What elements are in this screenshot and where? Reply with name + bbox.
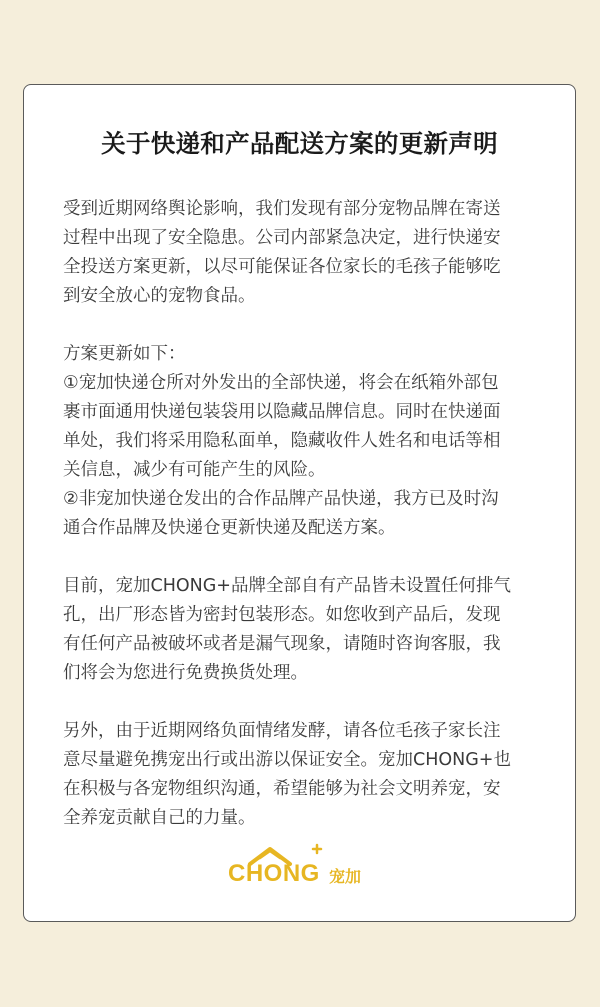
paragraph-line: 们将会为您进行免费换货处理。 (63, 663, 308, 683)
paragraph-line: 单处，我们将采用隐私面单，隐藏收件人姓名和电话等相 (63, 431, 501, 451)
brand-logo (228, 842, 373, 892)
paragraph-additional (63, 717, 539, 833)
paragraph-intro (63, 195, 539, 311)
paragraph-line: 关信息，减少有可能产生的风险。 (63, 460, 326, 480)
paragraph-line: ②非宠加快递仓发出的合作品牌产品快递，我方已及时沟 (63, 489, 499, 509)
announcement-card (23, 84, 576, 922)
paragraph-line: 目前，宠加CHONG+品牌全部自有产品皆未设置任何排气 (63, 576, 511, 596)
paragraph-line: 意尽量避免携宠出行或出游以保证安全。宠加CHONG+也 (63, 750, 511, 770)
paragraph-line: 受到近期网络舆论影响，我们发现有部分宠物品牌在寄送 (63, 199, 501, 219)
paragraph-line: 全养宠贡献自己的力量。 (63, 808, 256, 828)
paragraph-line: 过程中出现了安全隐患。公司内部紧急决定，进行快递安 (63, 228, 501, 248)
logo-chinese-name: 宠加 (329, 867, 362, 886)
paragraph-line: 裹市面通用快递包装袋用以隐藏品牌信息。同时在快递面 (63, 402, 501, 422)
paragraph-line: 到安全放心的宠物食品。 (63, 286, 256, 306)
paragraph-current (63, 572, 539, 688)
paragraph-line: ①宠加快递仓所对外发出的全部快递，将会在纸箱外部包 (63, 373, 499, 393)
paragraph-line: 孔，出厂形态皆为密封包装形态。如您收到产品后，发现 (63, 605, 501, 625)
logo-wordmark: CHONG (228, 860, 320, 887)
paragraph-line: 另外，由于近期网络负面情绪发酵，请各位毛孩子家长注 (63, 721, 501, 741)
page-title: 关于快递和产品配送方案的更新声明 (101, 129, 498, 158)
paragraph-line: 通合作品牌及快递仓更新快递及配送方案。 (63, 518, 396, 538)
paragraph-line: 在积极与各宠物组织沟通，希望能够为社会文明养宠，安 (63, 779, 501, 799)
announcement-body (63, 195, 539, 862)
paragraph-line: 方案更新如下： (63, 344, 186, 364)
paragraph-line: 有任何产品被破坏或者是漏气现象，请随时咨询客服，我 (63, 634, 501, 654)
paragraph-line: 全投送方案更新，以尽可能保证各位家长的毛孩子能够吃 (63, 257, 501, 277)
paragraph-plan (63, 340, 539, 543)
